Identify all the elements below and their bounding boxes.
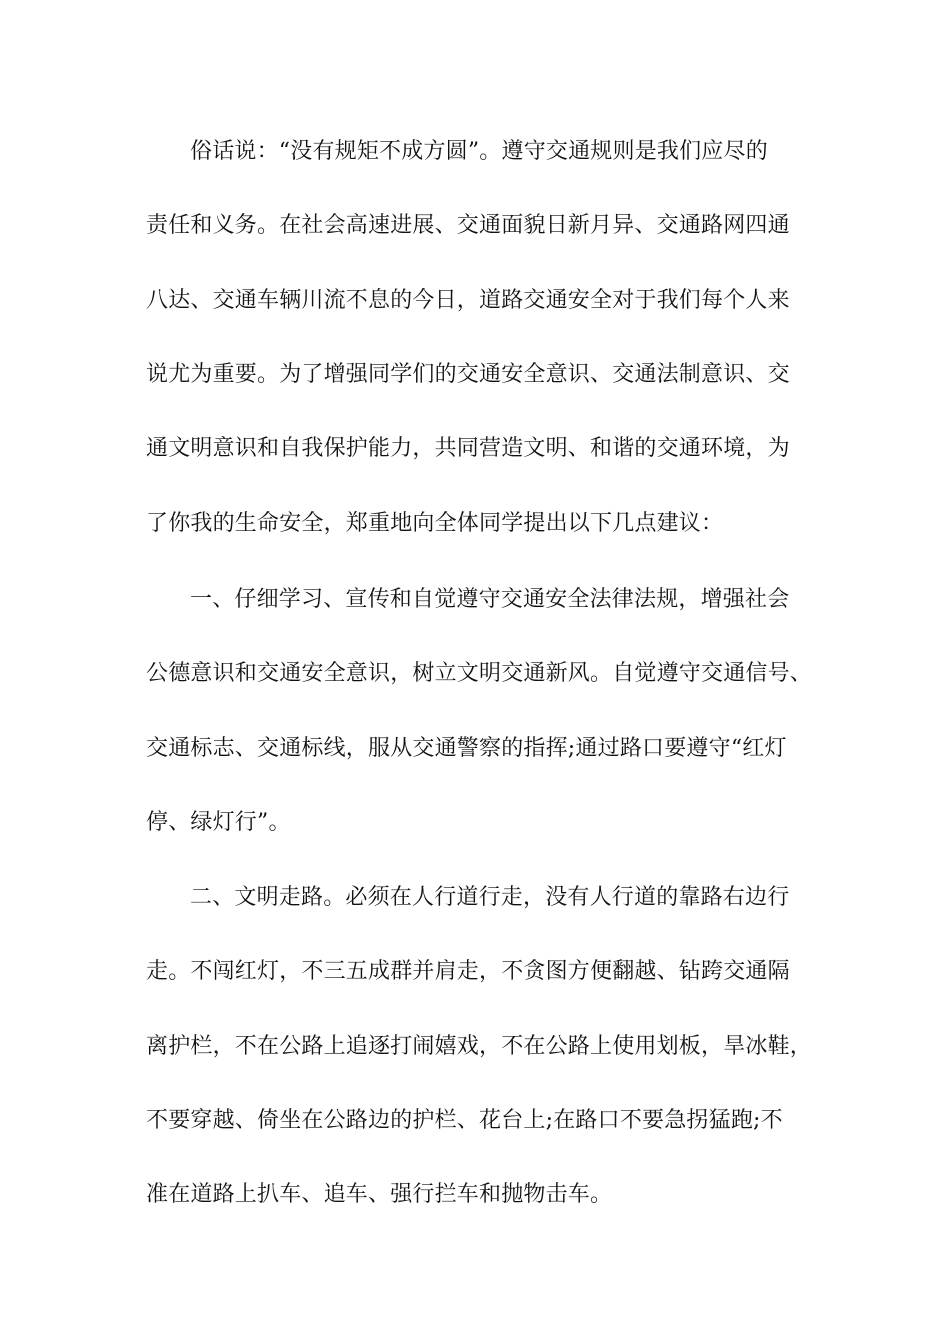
paragraph-line: 停、绿灯行”。	[146, 810, 291, 835]
paragraph-line: 一、仔细学习、宣传和自觉遵守交通安全法律法规，增强社会	[190, 587, 790, 612]
paragraph-line: 俗话说：“没有规矩不成方圆”。遵守交通规则是我们应尽的	[190, 139, 768, 164]
paragraph-line: 二、文明走路。必须在人行道行走，没有人行道的靠路右边行	[190, 885, 790, 910]
paragraph-line: 了你我的生命安全，郑重地向全体同学提出以下几点建议：	[146, 511, 724, 536]
paragraph-line: 八达、交通车辆川流不息的今日，道路交通安全对于我们每个人来	[146, 288, 790, 313]
paragraph-line: 通文明意识和自我保护能力，共同营造文明、和谐的交通环境，为	[146, 436, 790, 461]
paragraph-line: 说尤为重要。为了增强同学们的交通安全意识、交通法制意识、交	[146, 362, 790, 387]
paragraph-line: 不要穿越、倚坐在公路边的护栏、花台上;在路口不要急拐猛跑;不	[146, 1108, 783, 1133]
paragraph-line: 离护栏，不在公路上追逐打闹嬉戏，不在公路上使用划板，旱冰鞋，	[146, 1034, 813, 1059]
paragraph-line: 走。不闯红灯，不三五成群并肩走，不贪图方便翻越、钻跨交通隔	[146, 959, 790, 984]
paragraph-line: 公德意识和交通安全意识，树立文明交通新风。自觉遵守交通信号、	[146, 661, 813, 686]
paragraph-line: 交通标志、交通标线，服从交通警察的指挥;通过路口要遵守“红灯	[146, 736, 787, 761]
paragraph-line: 准在道路上扒车、追车、强行拦车和抛物击车。	[146, 1182, 613, 1207]
paragraph-line: 责任和义务。在社会高速进展、交通面貌日新月异、交通路网四通	[146, 213, 790, 238]
